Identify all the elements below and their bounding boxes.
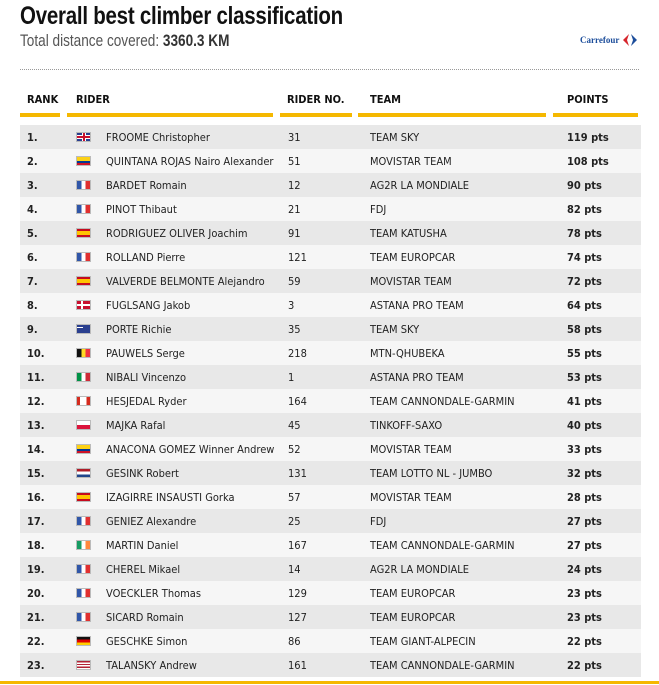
points: 23 pts [567,587,602,600]
points: 78 pts [567,227,602,240]
rank: 19. [27,563,45,576]
team-name[interactable]: TEAM SKY [370,323,420,336]
table-row[interactable] [20,581,641,605]
rider-number: 167 [288,539,307,552]
table-row[interactable] [20,221,641,245]
carrefour-logo-icon [622,34,638,46]
points: 27 pts [567,539,602,552]
points: 41 pts [567,395,602,408]
rider-name[interactable]: RODRIGUEZ OLIVER Joachim [106,227,248,240]
rider-name[interactable]: MARTIN Daniel [106,539,179,552]
rank: 20. [27,587,45,600]
table-row[interactable] [20,341,641,365]
team-name[interactable]: TEAM KATUSHA [370,227,447,240]
team-name[interactable]: MTN-QHUBEKA [370,347,445,360]
table-row[interactable] [20,125,641,149]
rank: 14. [27,443,45,456]
team-name[interactable]: TINKOFF-SAXO [370,419,443,432]
points: 53 pts [567,371,602,384]
flag-au-icon [76,324,91,334]
rider-name[interactable]: VOECKLER Thomas [106,587,202,600]
flag-fr-icon [76,516,91,526]
rider-name[interactable]: NIBALI Vincenzo [106,371,187,384]
flag-fr-icon [76,252,91,262]
team-name[interactable]: TEAM EUROPCAR [370,587,456,600]
rank: 17. [27,515,45,528]
rider-number: 12 [288,179,301,192]
rider-number: 91 [288,227,301,240]
rider-name[interactable]: CHEREL Mikael [106,563,181,576]
team-name[interactable]: TEAM GIANT-ALPECIN [370,635,476,648]
team-name[interactable]: ASTANA PRO TEAM [370,299,464,312]
rider-name[interactable]: GESCHKE Simon [106,635,188,648]
rank: 16. [27,491,45,504]
rider-number: 52 [288,443,301,456]
rank: 21. [27,611,45,624]
rider-number: 31 [288,131,301,144]
table-row[interactable] [20,509,641,533]
flag-ie-icon [76,540,91,550]
points: 72 pts [567,275,602,288]
rider-number: 14 [288,563,301,576]
divider [20,69,639,70]
rank: 10. [27,347,45,360]
flag-nl-icon [76,468,91,478]
rank: 9. [27,323,38,336]
table-row[interactable] [20,389,641,413]
team-name[interactable]: AG2R LA MONDIALE [370,179,470,192]
points: 82 pts [567,203,602,216]
table-row[interactable] [20,365,641,389]
rider-name[interactable]: MAJKA Rafal [106,419,166,432]
points: 22 pts [567,659,602,672]
flag-es-icon [76,276,91,286]
header-points[interactable]: POINTS [553,93,638,117]
table-row[interactable] [20,173,641,197]
rider-number: 121 [288,251,307,264]
points: 108 pts [567,155,609,168]
points: 28 pts [567,491,602,504]
table-row[interactable] [20,245,641,269]
team-name[interactable]: FDJ [370,515,387,528]
rider-number: 59 [288,275,301,288]
table-row[interactable] [20,437,641,461]
flag-pl-icon [76,420,91,430]
rank: 1. [27,131,38,144]
flag-gb-icon [76,132,91,142]
rank: 3. [27,179,38,192]
flag-co-icon [76,156,91,166]
rider-number: 35 [288,323,301,336]
rider-number: 164 [288,395,307,408]
table-row[interactable] [20,605,641,629]
header-team[interactable]: TEAM [358,93,546,117]
rider-name[interactable]: BARDET Romain [106,179,187,192]
rider-name[interactable]: PORTE Richie [106,323,172,336]
sponsor-logo [580,34,638,46]
flag-us-icon [76,660,91,670]
team-name[interactable]: TEAM EUROPCAR [370,251,456,264]
team-name[interactable]: MOVISTAR TEAM [370,443,452,456]
rider-number: 131 [288,467,307,480]
rank: 12. [27,395,45,408]
flag-fr-icon [76,204,91,214]
rank: 22. [27,635,45,648]
rider-name[interactable]: ROLLAND Pierre [106,251,186,264]
flag-dk-icon [76,300,91,310]
table-row[interactable] [20,149,641,173]
rank: 4. [27,203,38,216]
flag-de-icon [76,636,91,646]
team-name[interactable]: TEAM CANNONDALE-GARMIN [370,395,515,408]
table-row[interactable] [20,557,641,581]
rider-name[interactable]: ANACONA GOMEZ Winner Andrew [106,443,275,456]
rank: 8. [27,299,38,312]
rider-number: 25 [288,515,301,528]
distance-value: 3360.3 KM [162,31,230,50]
rank: 6. [27,251,38,264]
rank: 18. [27,539,45,552]
team-name[interactable]: MOVISTAR TEAM [370,155,452,168]
classification-table [20,125,641,677]
rider-name[interactable]: VALVERDE BELMONTE Alejandro [106,275,265,288]
rank: 5. [27,227,38,240]
team-name[interactable]: FDJ [370,203,387,216]
rider-name[interactable]: GENIEZ Alexandre [106,515,197,528]
points: 33 pts [567,443,602,456]
table-row[interactable] [20,653,641,677]
points: 58 pts [567,323,602,336]
points: 64 pts [567,299,602,312]
flag-fr-icon [76,564,91,574]
header-rider[interactable]: RIDER [67,93,273,117]
table-row[interactable] [20,317,641,341]
rider-name[interactable]: HESJEDAL Ryder [106,395,187,408]
rank: 11. [27,371,45,384]
flag-ca-icon [76,396,91,406]
rider-number: 51 [288,155,301,168]
flag-fr-icon [76,612,91,622]
rider-name[interactable]: FUGLSANG Jakob [106,299,191,312]
distance-label: Total distance covered: [20,31,160,50]
team-name[interactable]: TEAM LOTTO NL - JUMBO [370,467,493,480]
team-name[interactable]: MOVISTAR TEAM [370,491,452,504]
rider-name[interactable]: IZAGIRRE INSAUSTI Gorka [106,491,235,504]
table-row[interactable] [20,293,641,317]
rider-number: 3 [288,299,295,312]
points: 119 pts [567,131,609,144]
rank: 15. [27,467,45,480]
team-name[interactable]: AG2R LA MONDIALE [370,563,470,576]
flag-co-icon [76,444,91,454]
points: 90 pts [567,179,602,192]
team-name[interactable]: TEAM EUROPCAR [370,611,456,624]
rider-name[interactable]: SICARD Romain [106,611,184,624]
points: 55 pts [567,347,602,360]
points: 40 pts [567,419,602,432]
flag-es-icon [76,228,91,238]
footer-line [0,681,659,684]
rider-number: 129 [288,587,307,600]
rank: 23. [27,659,45,672]
rider-number: 45 [288,419,301,432]
flag-it-icon [76,372,91,382]
rider-number: 1 [288,371,295,384]
rider-name[interactable]: FROOME Christopher [106,131,210,144]
page-title: Overall best climber classification [20,2,343,30]
rider-name[interactable]: TALANSKY Andrew [106,659,197,672]
rider-number: 218 [288,347,307,360]
rank: 13. [27,419,45,432]
rank: 2. [27,155,38,168]
table-row[interactable] [20,269,641,293]
rider-name[interactable]: PINOT Thibaut [106,203,177,216]
points: 23 pts [567,611,602,624]
rider-number: 161 [288,659,307,672]
rider-name[interactable]: PAUWELS Serge [106,347,185,360]
total-distance [20,31,229,51]
table-row[interactable] [20,629,641,653]
team-name[interactable]: TEAM CANNONDALE-GARMIN [370,659,515,672]
rider-number: 86 [288,635,301,648]
points: 27 pts [567,515,602,528]
flag-es-icon [76,492,91,502]
points: 22 pts [567,635,602,648]
rider-number: 127 [288,611,307,624]
table-row[interactable] [20,485,641,509]
table-row[interactable] [20,197,641,221]
rider-number: 21 [288,203,301,216]
points: 24 pts [567,563,602,576]
flag-fr-icon [76,180,91,190]
sponsor-name: Carrefour [580,35,620,45]
header-rider-no[interactable]: RIDER NO. [280,93,352,117]
flag-be-icon [76,348,91,358]
table-row[interactable] [20,533,641,557]
rank: 7. [27,275,38,288]
rider-name[interactable]: GESINK Robert [106,467,179,480]
team-name[interactable]: TEAM SKY [370,131,420,144]
points: 74 pts [567,251,602,264]
rider-number: 57 [288,491,301,504]
rider-name[interactable]: QUINTANA ROJAS Nairo Alexander [106,155,274,168]
table-row[interactable] [20,461,641,485]
team-name[interactable]: ASTANA PRO TEAM [370,371,464,384]
flag-fr-icon [76,588,91,598]
team-name[interactable]: MOVISTAR TEAM [370,275,452,288]
table-row[interactable] [20,413,641,437]
team-name[interactable]: TEAM CANNONDALE-GARMIN [370,539,515,552]
header-rank[interactable]: RANK [20,93,60,117]
points: 32 pts [567,467,602,480]
